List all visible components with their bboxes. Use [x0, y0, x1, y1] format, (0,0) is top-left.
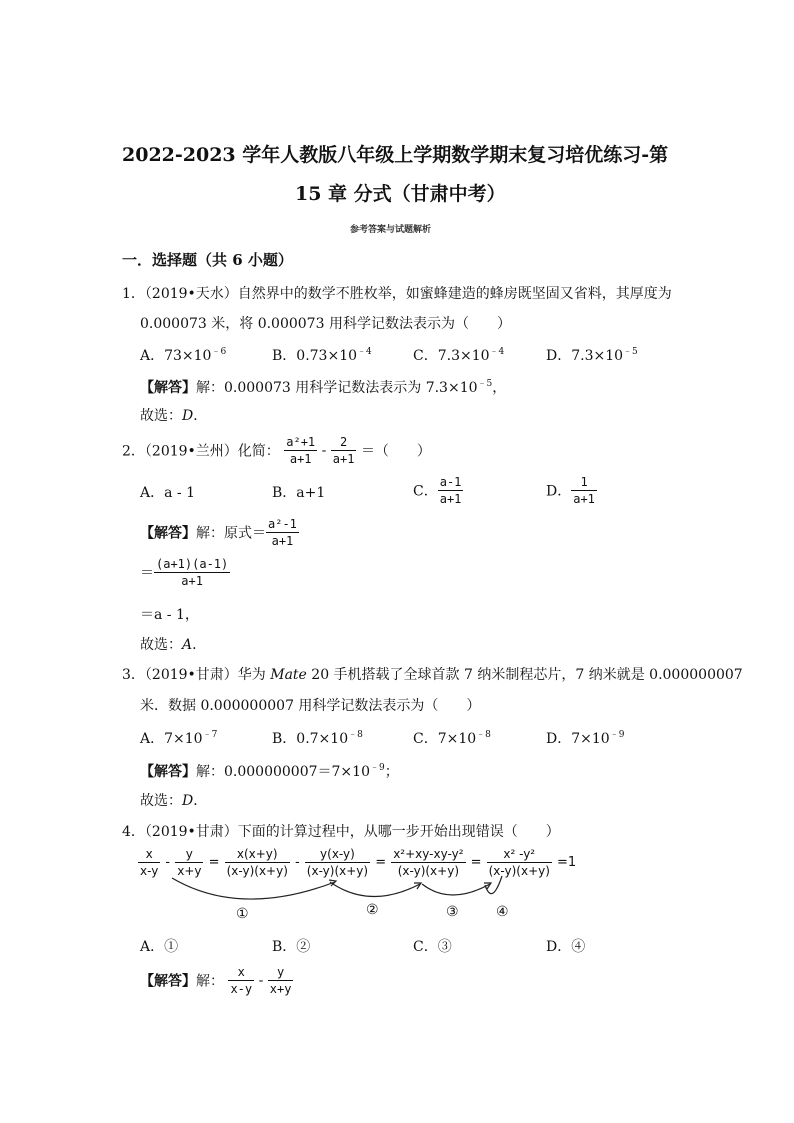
q2-option-d: D． $\frac{1}{a+1}$ [546, 475, 595, 506]
q3-option-a: A．$7\times 10^{﹣7}$ [140, 730, 218, 747]
q1-stem-line1: 1．（2019•天水）自然界中的数学不胜枚举，如蜜蜂建造的蜂房既坚固又省料，其厚度为 [122, 286, 672, 302]
q2-answer-line2: ＝ $\frac{(a+1)(a-1)}{a+1}$ [140, 557, 229, 588]
q4-step-3-label: ③ [446, 904, 459, 920]
q2-option-a: A．a - 1 [140, 485, 195, 501]
q1-choice: 故选：D． [140, 408, 208, 424]
q2-option-b: B．a+1 [272, 485, 326, 501]
q4-step-arrows [130, 870, 530, 910]
q1-answer: 【解答】解：0.000073 用科学记数法表示为 $7.3\times 10^{﹣5}$， [140, 379, 507, 396]
q2-answer-line1: 【解答】解：原式＝ $\frac{\text{a²-1}}{a+1}$ [140, 517, 297, 548]
q4-option-a: A．① [140, 939, 179, 955]
subtitle: 参考答案与试题解析 [350, 225, 432, 235]
arrow-step-1 [172, 878, 335, 899]
q4-option-b: B．② [272, 939, 311, 955]
answer-tag: 【解答】 [140, 973, 196, 990]
arrow-step-3 [422, 884, 490, 895]
q4-expression: $\frac{x}{x-y}$ - $\frac{y}{x+y}$ = $\frac{x(x+y)}{(x-y)(x+y)}$ - $\frac{y(x-y)}{(x-y)(x+y)}$ = $\frac{\text{x²+xy-xy-y²}}{(x-y)(x+y)}$ = $\frac{\text{x² -y²}}{(x-y)(x+y)}$ =1 [140, 847, 577, 878]
q1-option-d: D．$7.3\times 10^{﹣5}$ [546, 347, 638, 364]
q1-option-c: C．$7.3\times 10^{﹣4}$ [413, 347, 505, 364]
answer-tag: 【解答】 [140, 525, 196, 542]
q3-option-c: C．$7\times 10^{﹣8}$ [413, 730, 491, 747]
q2-answer-line3: ＝a - 1， [140, 607, 199, 623]
q2-stem: 2．（2019•兰州）化简： $\frac{\text{a²+1}}{a+1}$ - $\frac{2}{a+1}$ ＝（ ） [122, 435, 431, 466]
q1-stem-line2: 0.000073 米，将 0.000073 用科学记数法表示为（ ） [140, 316, 511, 332]
arrow-step-2 [330, 882, 420, 897]
answer-tag: 【解答】 [140, 380, 196, 396]
q3-stem-line1: 3．（2019•甘肃）华为 Mate 20 手机搭载了全球首款 7 纳米制程芯片，7 纳米就是 0.000000007 [122, 667, 743, 683]
q1-option-a: A．$73\times 10^{﹣6}$ [140, 347, 227, 364]
page-title-line1: 2022-2023 学年人教版八年级上学期数学期末复习培优练习-第 [122, 144, 669, 166]
answer-tag: 【解答】 [140, 764, 196, 780]
q1-option-b: B．$0.73\times 10^{﹣4}$ [272, 347, 372, 364]
section-heading: 一．选择题（共 6 小题） [122, 251, 293, 269]
q2-fraction-1: $\frac{\text{a²+1}}{a+1}$ [286, 435, 316, 466]
q2-choice: 故选：A． [140, 637, 207, 653]
q2-fraction-2: $\frac{2}{a+1}$ [332, 435, 355, 466]
q4-option-d: D．④ [546, 939, 586, 955]
q4-stem: 4．（2019•甘肃）下面的计算过程中，从哪一步开始出现错误（ ） [122, 824, 560, 840]
q4-answer: 【解答】解： $\frac{x}{x-y}$ - $\frac{y}{x+y}$ [140, 965, 292, 996]
q3-choice: 故选：D． [140, 793, 208, 809]
q3-option-d: D．$7\times 10^{﹣9}$ [546, 730, 625, 747]
page-title-line2: 15 章 分式（甘肃中考） [295, 183, 506, 205]
q2-option-c: C． $\frac{a-1}{a+1}$ [413, 475, 462, 506]
q4-step-2-label: ② [366, 902, 379, 918]
q4-step-1-label: ① [236, 906, 249, 922]
q3-option-b: B．$0.7\times 10^{﹣8}$ [272, 730, 363, 747]
q3-stem-line2: 米．数据 0.000000007 用科学记数法表示为（ ） [140, 698, 481, 714]
q4-step-4-label: ④ [496, 904, 509, 920]
q3-answer: 【解答】解：$0.000000007=7\times 10^{﹣9}$； [140, 763, 399, 780]
q4-option-c: C．③ [413, 939, 452, 955]
